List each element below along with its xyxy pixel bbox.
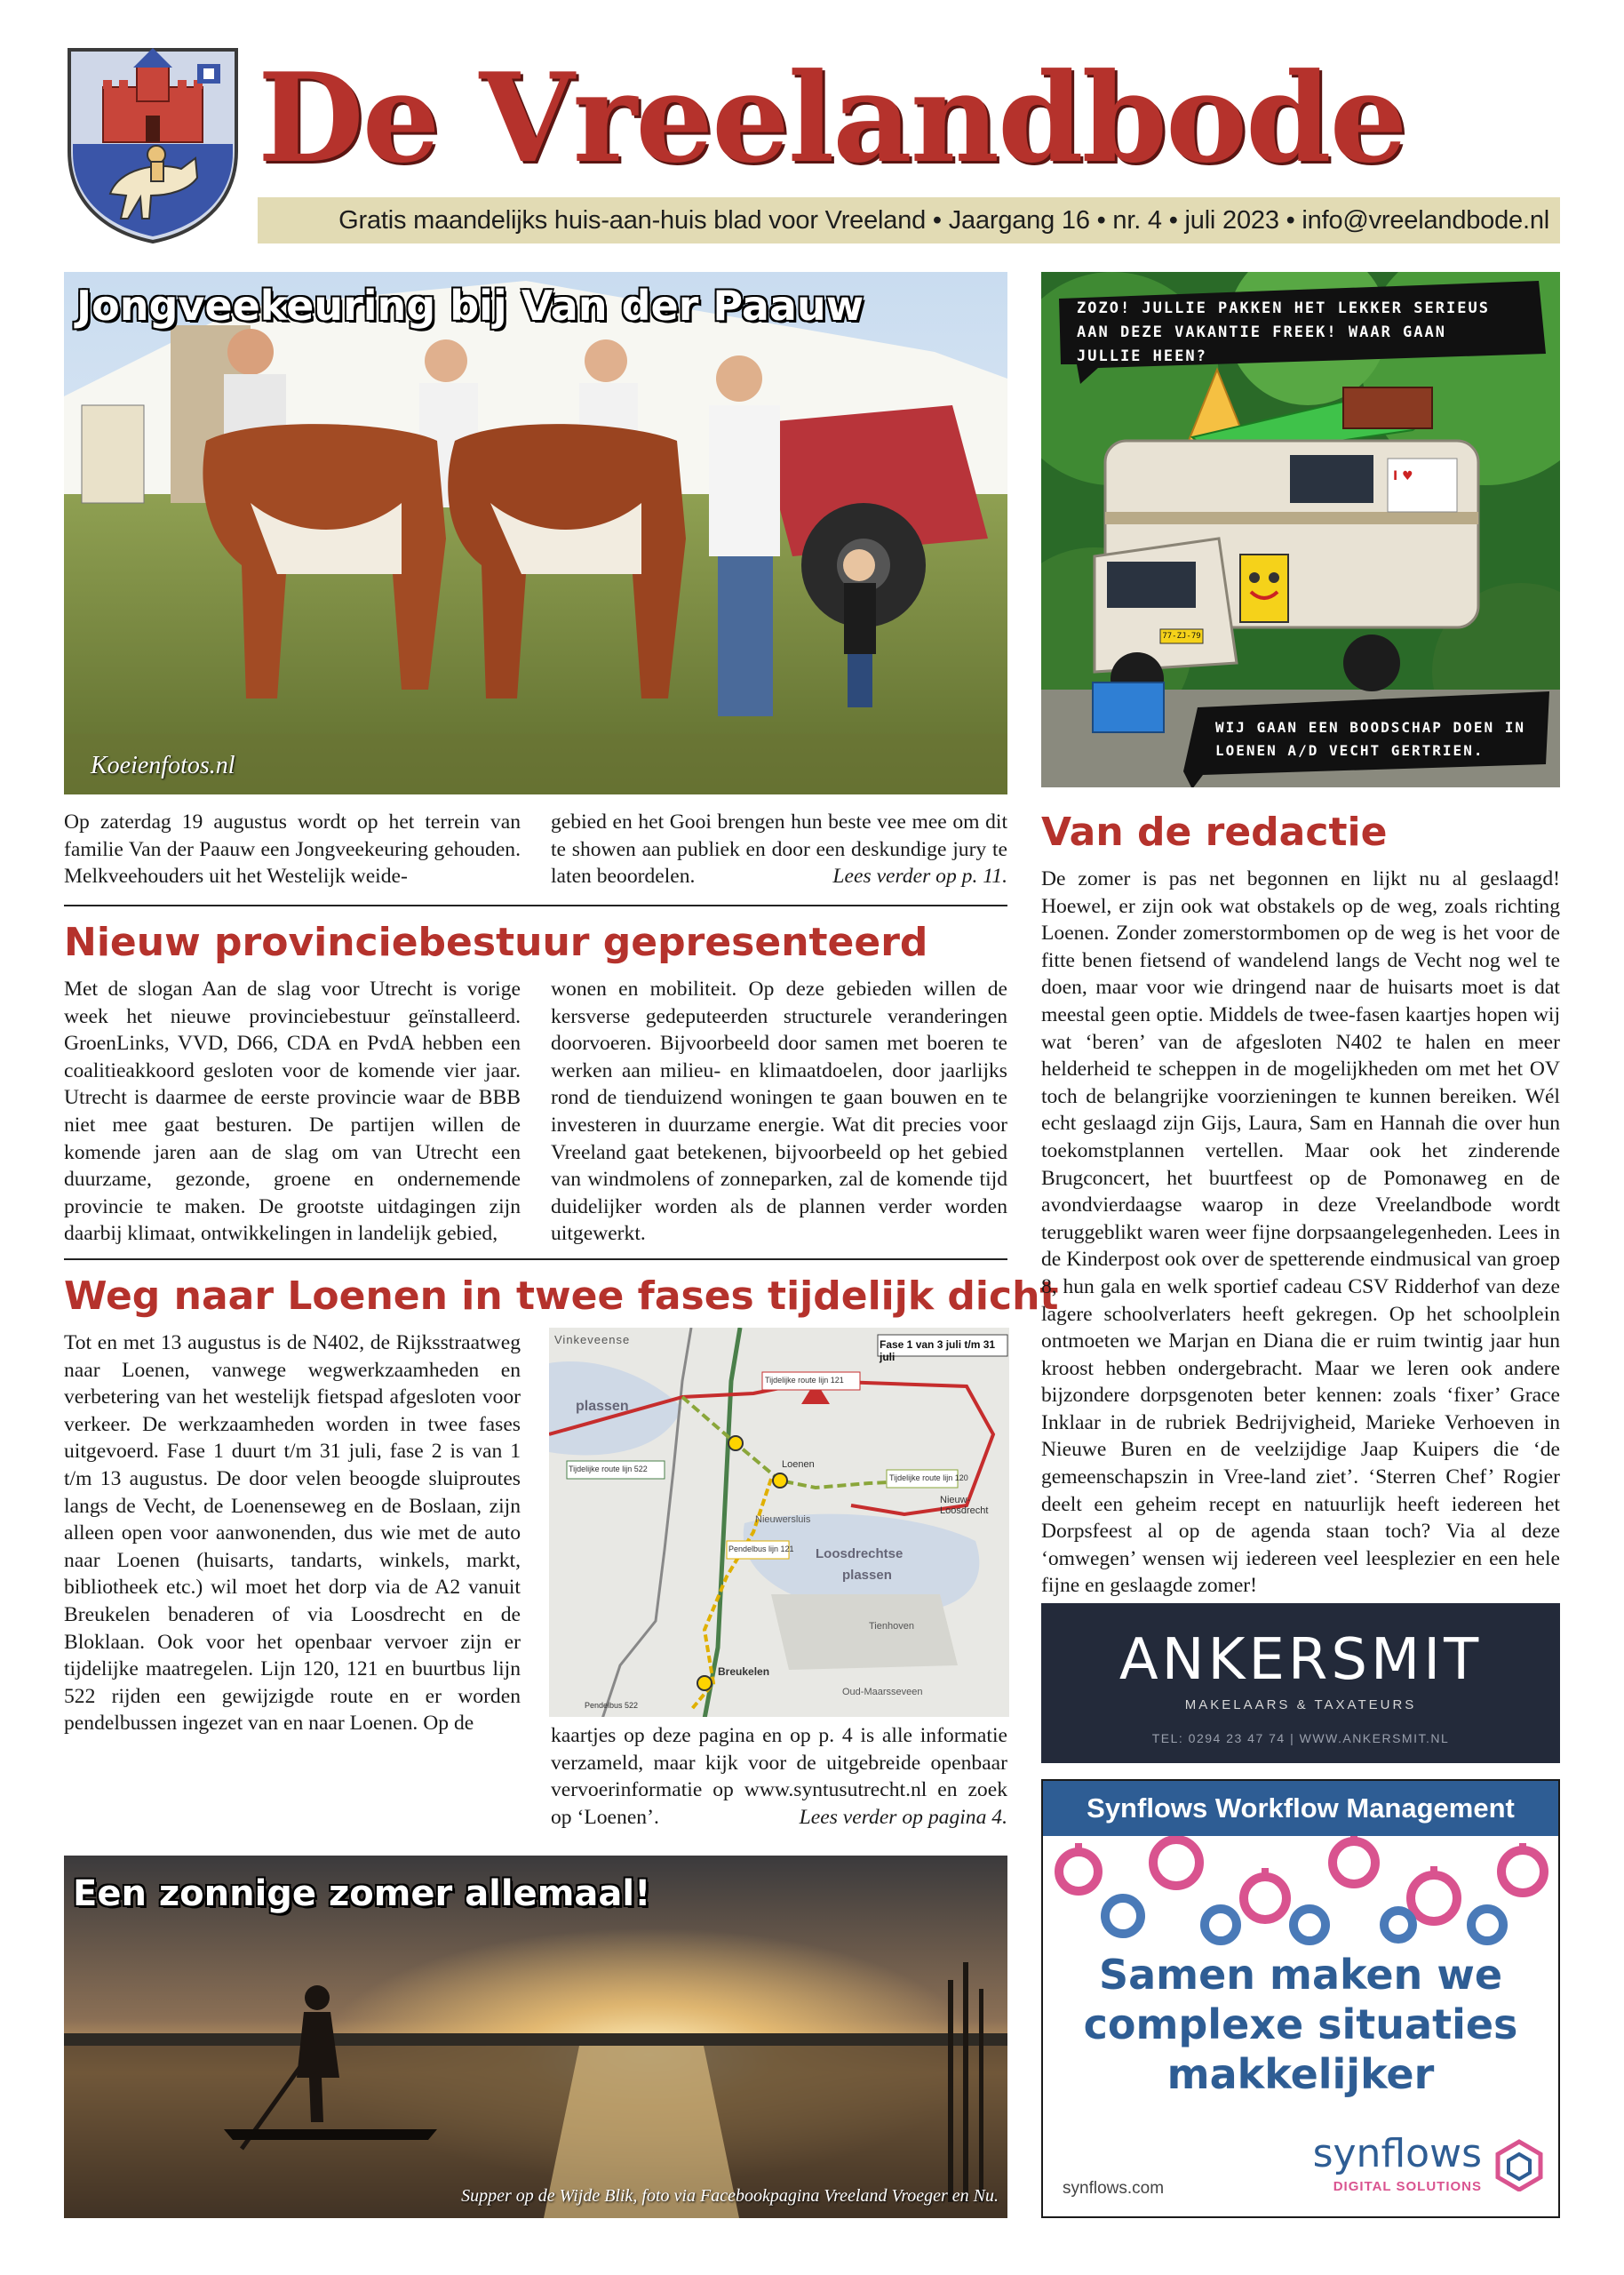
coat-of-arms-logo [64,44,242,245]
map-route-label: Tijdelijke route lijn 522 [569,1465,648,1473]
ankersmit-subtitle: MAKELAARS & TAXATEURS [1184,1697,1417,1712]
article2-headline: Nieuw provinciebestuur gepresenteerd [64,920,928,965]
map-label: Nieuwersluis [755,1514,811,1525]
lead-article-col2-text: gebied en het Gooi brengen hun beste vee mee om dit te showen aan publiek en door een deskundige jury te laten beoordelen. [551,810,1007,889]
camper-sticker: I ♥ [1393,469,1413,483]
map-label: plassen [842,1568,892,1583]
synflows-ad[interactable] [1041,1779,1560,2218]
map-label: Breukelen [718,1665,770,1678]
synflows-brand-sub: DIGITAL SOLUTIONS [1333,2179,1482,2194]
synflows-slogan-3: makkelijker [1166,2050,1435,2098]
lead-article-col2 [551,809,1007,890]
article2-col2: wonen en mobiliteit. Op deze gebieden willen de kersverse gedeputeerden structurele veranderingen doorvoeren. Bijvoorbeeld door samen met boeren te werken aan milieu- en klimaatdoelen, door jaarlijks rond de tienduizend woningen te gaan bouwen en te investeren in duurzame energie. Wat dit precies voor Vreeland gaat betekenen, bijvoorbeeld op het gebied van windmolens of zonneparken, zal de komende tijd duidelijker worden als de plannen verder worden uitgewerkt. [551,978,1007,1246]
article3-col2 [551,1722,1007,1831]
synflows-header: Synflows Workflow Management [1087,1792,1515,1824]
map-route-label: Tijdelijke route lijn 121 [765,1376,844,1385]
article2-col1: Met de slogan Aan de slag voor Utrecht is vorige week het nieuwe provinciebestuur geïnstalleerd. GroenLinks, VVD, D66, CDA en PvdA hebben een coalitieakkoord gesloten voor de komende vier jaar. Utrecht is daarmee de eerste provincie waar de BBB niet mee gaat besturen. De partijen willen de komende jaren aan de slag om van Utrecht een duurzame, gezonde, groene en ondernemende provincie te maken. De grootste uitdagingen zijn daarbij klimaat, ontwikkelingen in landelijk gebied, [64,978,521,1246]
license-plate: 77-ZJ-79 [1162,632,1201,641]
synflows-logo-icon [1493,2138,1546,2191]
map-label: Nieuw-Loosdrecht [940,1495,989,1516]
article3-col2-text: kaartjes op deze pagina en op p. 4 is alle informatie verzameld, maar kijk voor de uitgebreide openbaar vervoerinformatie op www.syntusutrecht.nl en zoek op ‘Loenen’. [551,1724,1007,1829]
kids-post-ad [1041,272,1560,787]
editorial-headline: Van de redactie [1041,810,1388,855]
divider [64,905,1007,906]
article3-col1: Tot en met 13 augustus is de N402, de Rijksstraatweg naar Loenen, vanwege wegwerkzaamheden en verbetering van het westelijk fietspad afgesloten voor verkeer. De werkzaamheden worden in twee fases uitgevoerd. Fase 1 duurt t/m 31 juli, fase 2 is van 1 t/m 13 augustus. De door velen beoogde sluiproutes langs de Vecht, de Loenenseweg en de Boslaan, zijn alleen open voor aanwonenden, dus wie met de auto naar Loenen (huisarts, tandarts, winkels, markt, bibliotheek etc.) wil moet het dorp via de A2 vanuit Breukelen benaderen of via Loosdrecht en de Bloklaan. Ook voor het openbaar vervoer zijn er tijdelijke maatregelen. Lijn 120, 121 en buurtbus lijn 522 rijden een gewijzigde route en er worden pendelbussen ingezet van en naar Loenen. Op de [64,1331,521,1736]
lead-photo-title: Jongveekeuring bij Van der Paauw [76,282,864,330]
synflows-url[interactable]: synflows.com [1063,2179,1165,2198]
map-label: Loosdrechtse [816,1546,904,1561]
sunset-photo-title: Een zonnige zomer allemaal! [73,1873,651,1914]
ankersmit-contact: TEL: 0294 23 47 74 | WWW.ANKERSMIT.NL [1151,1731,1450,1745]
tagline-bar [258,197,1560,243]
road-closure-map [549,1328,1009,1717]
ankersmit-name: ANKERSMIT [1118,1627,1483,1693]
synflows-brand: synflows [1312,2131,1482,2176]
article3-ref[interactable]: Lees verder op pagina 4. [799,1805,1007,1829]
map-label: plassen [576,1399,629,1414]
map-header: Fase 1 van 3 juli t/m 31 juli [880,1338,996,1363]
kids-reply-bubble: WIJ GAAN EEN BOODSCHAP DOEN IN LOENEN A/D VECHT GERTRIEN. [1215,719,1525,759]
map-route-label: Pendelbus lijn 121 [728,1545,794,1553]
map-label: Vinkeveense [554,1333,631,1346]
map-label: Loenen [782,1459,815,1470]
tagline: Gratis maandelijks huis-aan-huis blad voor Vreeland • Jaargang 16 • nr. 4 • juli 2023 • info@vreelandbode.nl [338,206,1549,235]
article3-headline: Weg naar Loenen in twee fases tijdelijk dicht [64,1273,1059,1319]
lead-article-col1: Op zaterdag 19 augustus wordt op het terrein van familie Van der Paauw een Jongveekeuring gehouden. Melkveehouders uit het Westelijk weide- [64,810,521,889]
map-route-label: Tijdelijke route lijn 120 [889,1473,968,1482]
kids-speech-bubble: ZOZO! JULLIE PAKKEN HET LEKKER SERIEUS AAN DEZE VAKANTIE FREEK! WAAR GAAN JULLIE HEEN? [1077,299,1490,365]
editorial-text: De zomer is pas net begonnen en lijkt nu al geslaagd! Hoewel, er zijn ook wat obstakels op de weg, zoals richting Loenen. Zonder zomerstormbomen op de weg is het voor de fitte benen fietsend of wandelend langs de Vecht nog wel te doen, maar voor wie dringend naar de huisarts moet is dat meestal geen optie. Middels de twee-fasen kaartjes hopen wij wat ‘beren’ van de afgesloten N402 te halen en meer helderheid te scheppen in de mogelijkheden om met het OV toch de belangrijke voorzieningen te kunnen bereiken. Wél echt geslaagd zijn Gijs, Laura, Sam en Hannah die over hun toekomstplannen vertellen. Maar ook het zinderende Brugconcert, het buurtfeest op de Pomonaweg en de avondvierdaagse waarop in deze Vreelandbode wordt teruggeblikt waren weer fijne dorpsaangelegenheden. Lees in de Kinderpost ook over de spetterende eindmusical van groep 8, hun gala en welk sportief cadeau CSV Ridderhof van deze lagere schoolverlaters heeft gekregen. Op het schoolplein ontmoeten we Marjan en Diana die er ruim twintig jaar hun kroost hebben ondergebracht. Maar we leren ook andere bijzondere dorpsgenoten beter kennen: zoals ‘fixer’ Grace Inklaar in de rubriek Bedrijvigheid, Marieke Verhoeven in Nieuwe Buren en de veelzijdige Jaap Kuipers die ‘de gemeenschapszin in Vree-land ziet’. ‘Sterren Chef’ Rogier deelt een geheim recept en natuurlijk heeft iedereen het Dorpsfeest al op de agenda staan toch? Via al deze ‘omwegen’ wensen wij iedereen veel leesplezier en een hele fijne en geslaagde zomer! [1041,867,1560,1598]
sunset-photo [64,1856,1007,2218]
synflows-header-bar [1043,1781,1558,1836]
map-label: Oud-Maarsseveen [842,1687,923,1697]
lead-photo [64,272,1007,794]
ankersmit-ad[interactable] [1041,1603,1560,1763]
divider [64,1258,1007,1260]
sunset-photo-caption: Supper op de Wijde Blik, foto via Facebookpagina Vreeland Vroeger en Nu. [461,2186,999,2206]
lead-article-ref[interactable]: Lees verder op p. 11. [832,865,1007,889]
map-route-label: Pendelbus 522 [585,1701,639,1710]
lead-photo-credit: Koeienfotos.nl [91,752,235,779]
map-label: Tienhoven [869,1621,914,1632]
gears-icon [1043,1836,1558,1950]
synflows-slogan-1: Samen maken we [1098,1951,1503,1999]
masthead-title: De Vreelandbode [258,45,1406,190]
synflows-slogan-2: complexe situaties [1083,2000,1518,2048]
